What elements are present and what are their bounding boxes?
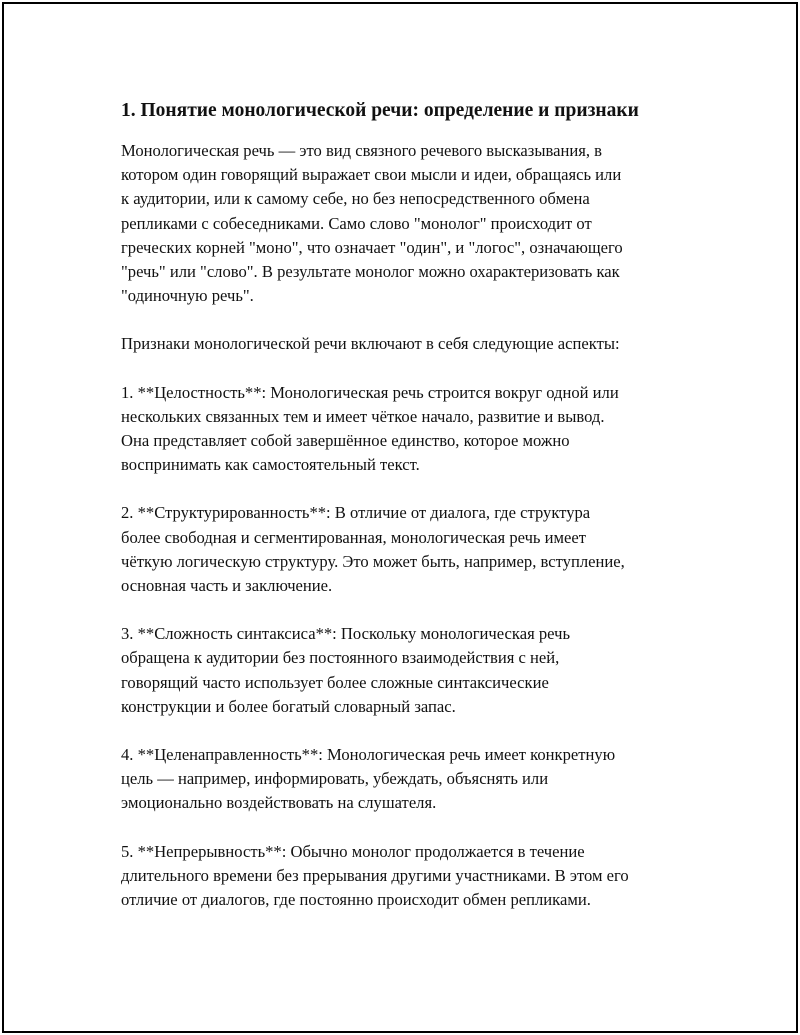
- feature-item-structure: 2. **Структурированность**: В отличие от диалога, где структура более свободная и сегментированная, монологическая речь имеет чёткую логическую структуру. Это может быть, например, вступление, основная часть и заключение.: [121, 503, 625, 596]
- intro-paragraph: Монологическая речь — это вид связного речевого высказывания, в котором один говорящий выражает свои мысли и идеи, обращаясь или к аудитории, или к самому себе, но без непосредственного обмена репликами с собеседниками. Само слово "монолог" происходит от греческих корней "моно", что означает "один", и "логос", означающего "речь" или "слово". В результате монолог можно охарактеризовать как "одиночную речь".: [121, 141, 623, 306]
- document-body: [121, 96, 711, 936]
- features-lead-paragraph: Признаки монологической речи включают в себя следующие аспекты:: [121, 334, 620, 354]
- page-frame: [2, 2, 798, 1033]
- feature-item-purposefulness: 4. **Целенаправленность**: Монологическая речь имеет конкретную цель — например, информировать, убеждать, объяснять или эмоционально воздействовать на слушателя.: [121, 745, 616, 813]
- feature-item-syntax-complexity: 3. **Сложность синтаксиса**: Поскольку монологическая речь обращена к аудитории без постоянного взаимодействия с ней, говорящий часто использует более сложные синтаксические конструкции и более богатый словарный запас.: [121, 624, 571, 716]
- feature-item-integrity: 1. **Целостность**: Монологическая речь строится вокруг одной или нескольких связанных тем и имеет чёткое начало, развитие и вывод. Она представляет собой завершённое единство, которое можно воспринимать как самостоятельный текст.: [121, 382, 619, 475]
- section-title: 1. Понятие монологической речи: определение и признаки: [121, 100, 639, 121]
- feature-item-continuity: 5. **Непрерывность**: Обычно монолог продолжается в течение длительного времени без прерывания другими участниками. В этом его отличие от диалогов, где постоянно происходит обмен репликами.: [121, 841, 629, 910]
